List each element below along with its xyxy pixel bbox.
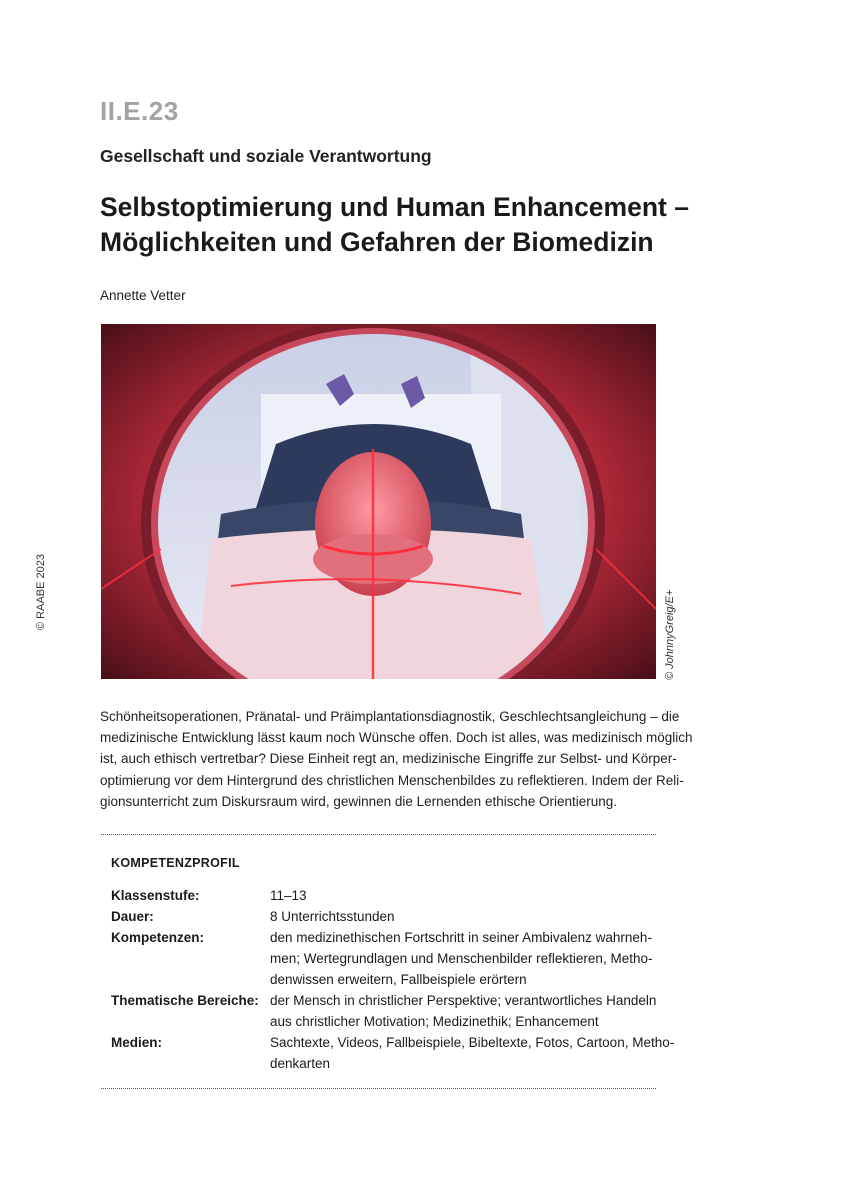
- value-line: men; Wertegrundlagen und Menschenbilder reflektieren, Metho-: [270, 951, 653, 966]
- page-title: [100, 190, 700, 260]
- divider-top: [101, 834, 656, 835]
- profile-heading: KOMPETENZPROFIL: [111, 856, 240, 870]
- value-line: denkarten: [270, 1056, 331, 1071]
- profile-value: [270, 885, 650, 906]
- profile-value: [270, 990, 657, 1032]
- value-line: den medizinethischen Fortschritt in seiner Ambivalenz wahrneh-: [270, 930, 652, 945]
- intro-paragraph: [100, 706, 693, 812]
- author-name: Annette Vetter: [100, 288, 186, 303]
- value-line: denwissen erweitern, Fallbeispiele erörtern: [270, 972, 527, 987]
- intro-line: gionsunterricht zum Diskursraum wird, gewinnen die Lernenden ethische Orientierung.: [100, 793, 618, 809]
- ct-scanner-photo: [101, 324, 656, 679]
- profile-label: Klassenstufe:: [111, 888, 200, 903]
- profile-value: [270, 906, 650, 927]
- value-line: der Mensch in christlicher Perspektive; verantwortliches Handeln: [270, 993, 657, 1008]
- value-line: aus christlicher Motivation; Medizinethik; Enhancement: [270, 1014, 599, 1029]
- value-line: Sachtexte, Videos, Fallbeispiele, Bibeltexte, Fotos, Cartoon, Metho-: [270, 1035, 675, 1050]
- intro-line: ist, auch ethisch vertretbar? Diese Einheit regt an, medizinische Eingriffe zur Selbst- und Körper-: [100, 751, 677, 767]
- intro-line: optimierung vor dem Hintergrund des christlichen Menschenbildes zu reflektieren. Indem der Reli-: [100, 772, 684, 788]
- unit-code: II.E.23: [100, 96, 179, 126]
- intro-line: medizinische Entwicklung lässt kaum noch Wünsche offen. Doch ist alles, was medizinisch möglich: [100, 730, 693, 746]
- profile-value: [270, 927, 653, 990]
- copyright-note: © RAABE 2023: [35, 554, 47, 630]
- title-line: Möglichkeiten und Gefahren der Biomedizin: [100, 227, 654, 257]
- intro-line: Schönheitsoperationen, Pränatal- und Präimplantationsdiagnostik, Geschlechtsangleichung – die: [100, 709, 680, 724]
- divider-bottom: [101, 1088, 656, 1089]
- profile-value: [270, 1032, 675, 1074]
- profile-label: Thematische Bereiche:: [111, 993, 259, 1008]
- value-line: 11–13: [270, 888, 307, 903]
- series-heading: Gesellschaft und soziale Verantwortung: [100, 146, 432, 166]
- profile-label: Dauer:: [111, 909, 154, 924]
- profile-label: Kompetenzen:: [111, 930, 205, 945]
- profile-label: Medien:: [111, 1035, 163, 1050]
- value-line: 8 Unterrichtsstunden: [270, 909, 395, 924]
- title-line: Selbstoptimierung und Human Enhancement –: [100, 192, 689, 222]
- photo-credit: © JohnnyGreig/E+: [664, 589, 676, 680]
